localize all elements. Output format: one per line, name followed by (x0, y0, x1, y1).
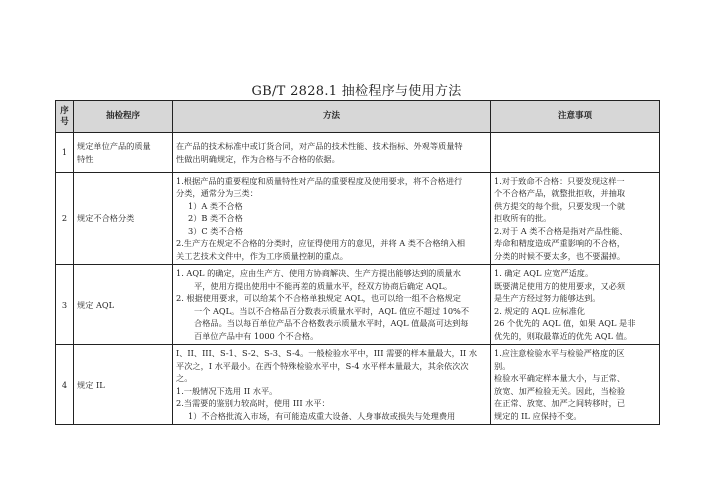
cell-line: 2.对于 A 类不合格是指对产品性能、 (494, 225, 628, 236)
cell-line: 规定 AQL (77, 299, 115, 310)
cell-line: 性做出明确规定，作为合格与不合格的依据。 (176, 153, 340, 164)
cell-line: 别。 (494, 360, 511, 371)
cell-line: 2.当需要的鉴别力较高时，使用 III 水平： (176, 398, 330, 409)
cell-line: 2.生产方在规定不合格的分类时，应征得使用方的意见，并将 A 类不合格纳入相 (176, 238, 466, 249)
cell-line: 3）C 类不合格 (188, 225, 244, 236)
document-title: GB/T 2828.1 抽检程序与使用方法 (251, 84, 462, 99)
cell-line: 2）B 类不合格 (188, 213, 243, 224)
table-row (56, 133, 660, 173)
cell-line: 1.对于致命不合格：只要发现这样一 (494, 176, 625, 186)
table-header-row (56, 101, 660, 133)
header-program: 抽检程序 (74, 101, 173, 133)
cell-line: 个不合格产品，就整批拒收，并抽取 (494, 188, 626, 199)
cell-line: 规定不合格分类 (77, 213, 135, 224)
row-4-no: 4 (56, 345, 74, 425)
header-no: 序号 (56, 101, 74, 133)
cell-line: 分类，通常分为三类： (176, 188, 258, 199)
row-3-method (173, 265, 491, 345)
cell-line: 规定 IL (77, 379, 105, 390)
cell-line: 在产品的技术标准中或订货合同，对产品的技术性能、技术指标、外观等质量特 (176, 141, 463, 152)
cell-line: 拒收所有的批。 (494, 213, 552, 224)
cell-line: 之。 (176, 373, 193, 384)
cell-line: 一个 AQL。当以不合格品百分数表示质量水平时，AQL 值应不超过 10%不 (194, 305, 470, 316)
cell-line: 规定单位产品的质量 (77, 141, 151, 152)
row-1-method (173, 133, 491, 173)
table-row (56, 173, 660, 265)
cell-line: 百单位产品中有 1000 个不合格。 (194, 330, 319, 341)
cell-line: 合格品。当以每百单位产品不合格数表示质量水平时，AQL 值最高可达到每 (194, 318, 469, 329)
cell-line: 1.应注意检验水平与检验严格度的区 (494, 348, 625, 359)
cell-line: I、II、III、S-1、S-2、S-3、S-4。一般检验水平中，III 需要的样本量最大，II 水 (176, 348, 478, 359)
table-row (56, 345, 660, 425)
cell-line: 1）不合格批流入市场，有可能造成重大设备、人身事故或损失与处理费用 (188, 410, 456, 421)
row-4-program (74, 345, 173, 425)
row-2-method (173, 173, 491, 265)
cell-line: 检验水平确定样本量大小，与正常、 (494, 373, 626, 384)
cell-line: 是生产方经过努力能够达到。 (494, 293, 601, 304)
cell-line: 平，使用方提出使用中不能再差的质量水平，经双方协商后确定 AQL。 (194, 280, 453, 291)
row-2-no: 2 (56, 173, 74, 265)
cell-line: 1. 确定 AQL 应宽严适度。 (494, 268, 594, 279)
cell-line: 1. AQL 的确定，应由生产方、使用方协商解决、生产方提出能够达到的质量水 (176, 268, 461, 279)
cell-line: 寿命和精度造成严重影响的不合格， (494, 238, 626, 249)
cell-line: 2. 根据使用要求，可以给某个不合格单独规定 AQL，也可以给一组不合格规定 (176, 293, 461, 304)
cell-line: 优先的，则取最靠近的优先 AQL 值。 (494, 330, 632, 341)
cell-line: 26 个优先的 AQL 值，如果 AQL 是非 (494, 318, 636, 329)
cell-line: 既要满足使用方的使用要求，又必须 (494, 280, 626, 291)
cell-line: 在正常、放宽、加严之间转移时，已 (494, 398, 626, 409)
cell-line: 1）A 类不合格 (188, 200, 243, 211)
row-3-no: 3 (56, 265, 74, 345)
header-notes: 注意事项 (491, 101, 660, 133)
cell-line: 1.根据产品的重要程度和质量特性对产品的重要程度及使用要求，将不合格进行 (176, 176, 463, 186)
cell-line: 平次之，I 水平最小。在西个特殊检验水平中，S-4 水平样本量最大，其余依次次 (176, 360, 469, 371)
header-method: 方法 (173, 101, 491, 133)
row-2-program (74, 173, 173, 265)
inspection-procedure-table (55, 100, 660, 425)
cell-line: 放宽、加严检验无关。因此，当检验 (494, 385, 626, 396)
table-row (56, 265, 660, 345)
row-4-method (173, 345, 491, 425)
cell-line: 供方提交的每个批，只要发现一个就 (494, 200, 626, 211)
row-2-notes (491, 173, 660, 265)
row-3-program (74, 265, 173, 345)
row-1-notes (491, 133, 660, 173)
cell-line: 分类的时候不要太多，也不要漏掉。 (494, 250, 626, 261)
cell-line: 特性 (77, 153, 94, 164)
row-1-no: 1 (56, 133, 74, 173)
cell-line: 2. 规定的 AQL 应标准化 (494, 305, 585, 316)
row-1-program (74, 133, 173, 173)
cell-line: 规定的 IL 应保持不变。 (494, 410, 582, 421)
row-3-notes (491, 265, 660, 345)
cell-line: 关工艺技术文件中，作为工序质量控制的重点。 (176, 250, 348, 261)
row-4-notes (491, 345, 660, 425)
cell-line: 1.一般情况下选用 II 水平。 (176, 385, 278, 396)
